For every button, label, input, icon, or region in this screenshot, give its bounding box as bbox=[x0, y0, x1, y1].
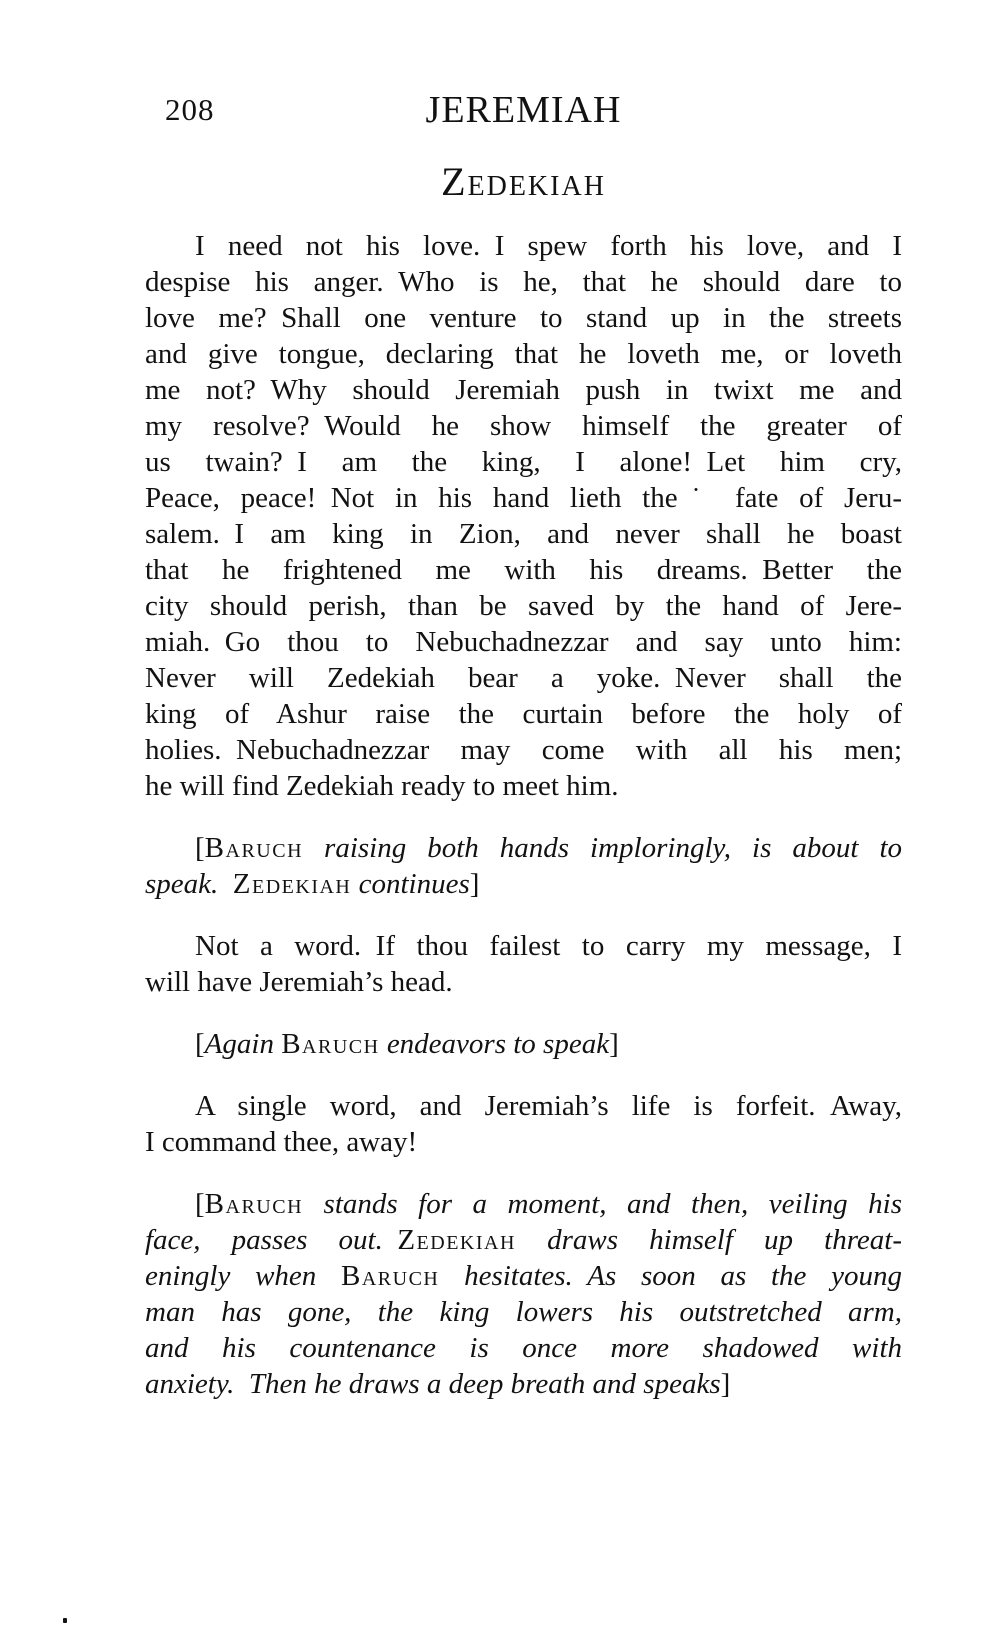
character-name: Baruch bbox=[281, 1028, 380, 1060]
text-segment: ] bbox=[720, 1368, 731, 1400]
ink-speck bbox=[63, 1618, 67, 1623]
page-number: 208 bbox=[165, 92, 215, 127]
text-segment: and his countenance is once more shadowed with bbox=[145, 1332, 902, 1364]
text-segment: stands for a moment, and then, veiling his bbox=[303, 1188, 902, 1220]
text-line bbox=[145, 1026, 902, 1062]
page-header bbox=[145, 90, 902, 130]
text-segment: raising both hands imploringly, is about to bbox=[303, 832, 902, 864]
text-line: will have Jeremiah’s head. bbox=[145, 966, 453, 998]
text-segment: [ bbox=[195, 1188, 205, 1220]
text-line bbox=[145, 1366, 902, 1402]
text-line bbox=[145, 1294, 902, 1330]
text-segment: ] bbox=[469, 868, 480, 900]
text-line: A single word, and Jeremiah’s life is forfeit. Away, bbox=[195, 1090, 902, 1122]
character-name: Zedekiah bbox=[397, 1224, 516, 1256]
text-line: salem. I am king in Zion, and never shall he boast bbox=[145, 518, 902, 550]
page-text bbox=[145, 228, 902, 1402]
speech-paragraph bbox=[145, 228, 902, 804]
text-segment: [ bbox=[195, 832, 205, 864]
text-line: Not a word. If thou failest to carry my message, I bbox=[195, 930, 902, 962]
text-segment: eningly when bbox=[145, 1260, 341, 1292]
text-line bbox=[145, 866, 902, 902]
text-segment: draws himself up threat- bbox=[515, 1224, 902, 1256]
text-line: despise his anger. Who is he, that he should dare to bbox=[145, 266, 902, 298]
text-line: me not? Why should Jeremiah push in twixt me and bbox=[145, 374, 902, 406]
text-line: holies. Nebuchadnezzar may come with all his men; bbox=[145, 734, 902, 766]
stage-direction bbox=[145, 830, 902, 902]
speech-paragraph bbox=[145, 928, 902, 1000]
text-segment: ] bbox=[609, 1028, 619, 1060]
speech-paragraph bbox=[145, 1088, 902, 1160]
text-line: that he frightened me with his dreams. Better the bbox=[145, 554, 902, 586]
text-segment: continues bbox=[351, 868, 470, 900]
text-segment: anxiety. Then he draws a deep breath and speaks bbox=[145, 1368, 721, 1400]
text-line bbox=[145, 1222, 902, 1258]
text-line bbox=[145, 830, 902, 866]
text-segment: [ bbox=[195, 1028, 205, 1060]
text-line bbox=[145, 1330, 902, 1366]
character-name: Baruch bbox=[204, 1188, 304, 1220]
text-line: love me? Shall one venture to stand up in the streets bbox=[145, 302, 902, 334]
character-name: Baruch bbox=[204, 832, 304, 864]
text-line: and give tongue, declaring that he loveth me, or loveth bbox=[145, 338, 902, 370]
text-line: I need not his love. I spew forth his love, and I bbox=[195, 230, 902, 262]
character-name: Baruch bbox=[341, 1260, 440, 1292]
text-segment: hesitates. As soon as the young bbox=[439, 1260, 902, 1292]
text-line: city should perish, than be saved by the hand of Jere- bbox=[145, 590, 902, 622]
text-line: us twain? I am the king, I alone! Let him cry, bbox=[145, 446, 902, 478]
text-segment: speak. bbox=[145, 868, 233, 900]
text-segment: endeavors to speak bbox=[379, 1028, 610, 1060]
text-line: I command thee, away! bbox=[145, 1126, 418, 1158]
text-line: king of Ashur raise the curtain before the holy of bbox=[145, 698, 902, 730]
running-head-title: JEREMIAH bbox=[425, 89, 622, 131]
text-segment: man has gone, the king lowers his outstretched arm, bbox=[145, 1296, 902, 1328]
text-line: miah. Go thou to Nebuchadnezzar and say unto him: bbox=[145, 626, 902, 658]
text-line bbox=[145, 1258, 902, 1294]
text-line: Peace, peace! Not in his hand lieth the˙ fate of Jeru- bbox=[145, 482, 902, 514]
stage-direction bbox=[145, 1186, 902, 1402]
speaker-heading: Zedekiah bbox=[441, 159, 606, 204]
text-column bbox=[145, 90, 902, 1402]
text-segment: face, passes out. bbox=[145, 1224, 398, 1256]
text-line: Never will Zedekiah bear a yoke. Never shall the bbox=[145, 662, 902, 694]
character-name: Zedekiah bbox=[232, 868, 352, 900]
stage-direction bbox=[145, 1026, 902, 1062]
text-line: my resolve? Would he show himself the greater of bbox=[145, 410, 902, 442]
text-line: he will find Zedekiah ready to meet him. bbox=[145, 770, 619, 802]
text-line bbox=[145, 1186, 902, 1222]
text-segment: Again bbox=[204, 1028, 282, 1060]
